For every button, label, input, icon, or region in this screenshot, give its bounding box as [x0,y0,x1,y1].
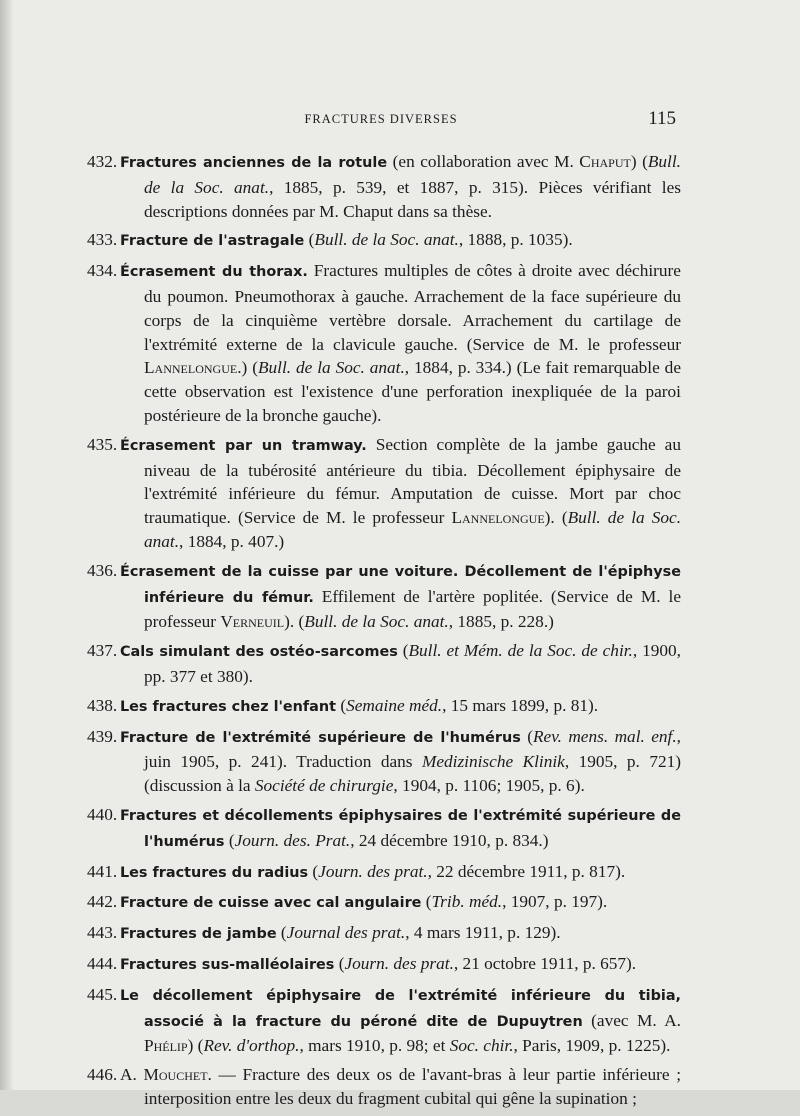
entry-title: Les fractures du radius [120,864,309,881]
entry-text: Section complète de la jambe gauche au niveau de la tubérosité antérieure du tibia. Décollement épiphysaire de l'extrémité inférieure du fémur. Amputation de cuisse. Mort par choc traumatique. (Service de M. le professeur [144,434,681,528]
entry-text: , 1907, p. 197). [502,892,608,912]
entry-journal: Trib. méd. [431,892,503,912]
entry-journal: Medizinische Klinik [421,752,565,772]
entry-text: . — Fracture des deux os de l'avant-bras à leur partie inférieure ; interposition entre les deux du fragment cubital qui gêne la supination ; [144,1065,682,1108]
entry-number: 443. [87,923,118,943]
entry-number: 445. [87,984,118,1004]
entry-title: Écrasement de la cuisse par une voiture. Décollement de l'épiphyse inférieure du fémur. [120,563,681,606]
entry-text: ( [397,641,409,661]
entry-name: Lannelongue [451,508,545,528]
entry-journal: Bull. de la Soc. anat. [304,612,449,632]
entry-text: , 4 mars 1911, p. 129). [405,923,561,943]
entry-number: 432. [87,152,118,171]
entry-text: , 1900, pp. 377 et 380). [144,641,682,686]
entry-text: ( [336,695,347,715]
entry-text: ( [308,861,319,881]
entry-text: ( [304,230,315,250]
bibliography-list [87,150,681,1116]
entry-text: (avec M. A. [582,1010,681,1030]
entry-439 [87,725,681,798]
entry-444 [87,952,681,978]
entry-text: ( [520,726,533,746]
entry-journal: Journ. des prat. [344,953,454,973]
entry-text: ) ( [187,1036,204,1056]
entry-title: Fractures sus-malléolaires [120,956,335,973]
entry-title: Fracture de l'astragale [120,233,305,250]
entry-number: 435. [87,434,118,454]
entry-journal: Rev. mens. mal. enf. [532,726,677,746]
entry-text: ) ( [630,152,648,171]
entry-text: , 1884, p. 334.) (Le fait remarquable de cette observation est l'existence d'une perforation inexpliquée de la paroi postérieure de la bronche gauche). [144,358,681,425]
running-title: FRACTURES DIVERSES [304,112,458,126]
entry-name: Mouchet [143,1065,208,1085]
entry-journal: Bull. de la Soc. anat. [314,230,459,250]
entry-text: ). ( [284,612,305,632]
entry-journal: Semaine méd. [346,695,443,715]
entry-443 [87,921,681,947]
entry-number: 440. [87,804,118,824]
entry-title: Fracture de l'extrémité supérieure de l'humérus [120,729,521,746]
entry-number: 439. [87,726,118,746]
entry-number: 442. [87,892,118,912]
entry-name: Phélip [144,1036,188,1056]
entry-title: Le décollement épiphysaire de l'extrémité inférieure du tibia, associé à la fracture du péroné dite de Dupuytren [120,987,681,1030]
entry-text: , 1885, p. 539, et 1887, p. 315). Pièces vérifiant les descriptions données par M. Chaput dans sa thèse. [144,177,682,221]
entry-title: Fractures anciennes de la rotule [120,155,388,171]
entry-name: Lannelongue [144,358,238,378]
entry-number: 434. [87,261,118,281]
entry-journal: Bull. de la Soc. anat. [144,152,681,197]
entry-title: Fractures de jambe [120,926,277,943]
entry-journal: Soc. chir. [449,1036,514,1056]
entry-journal: Journ. des prat. [318,861,428,881]
entry-name: Verneuil [220,612,285,632]
entry-440 [87,803,681,855]
entry-446 [87,1063,681,1111]
entry-journal: Bull. et Mém. de la Soc. de chir. [408,641,633,661]
entry-435 [87,433,681,554]
entry-text: , 15 mars 1899, p. 81). [442,695,599,715]
entry-text: ( [421,892,432,912]
entry-title: Fracture de cuisse avec cal angulaire [120,895,422,912]
entry-name: Chaput [579,152,631,171]
entry-number: 446. [87,1065,118,1085]
entry-text: , 21 octobre 1911, p. 657). [453,953,637,973]
entry-432 [87,150,681,223]
entry-text: , 1904, p. 1106; 1905, p. 6). [393,776,585,796]
entry-text: , 1905, p. 721) (discussion à la [144,752,681,796]
page-number: 115 [648,108,676,129]
entry-text: ( [276,923,287,943]
entry-text: , 1885, p. 228.) [448,612,554,632]
entry-433 [87,228,681,254]
entry-text: , 24 décembre 1910, p. 834.) [350,830,549,850]
entry-journal: Bull. de la Soc. anat. [144,508,682,551]
entry-text: , 22 décembre 1911, p. 817). [427,861,626,881]
entry-journal: Société de chirurgie [254,776,394,796]
entry-number: 436. [87,560,118,580]
entry-title: Écrasement du thorax. [120,264,308,281]
entry-text: Fractures multiples de côtes à droite avec déchirure du poumon. Pneumothorax à gauche. Arrachement de la face supérieure du corps de la cinquième vertèbre dorsale. Arrachement du cartilage de l'extrémité externe de la clavicule gauche. (Service de M. le professeur [144,261,681,354]
entry-text: , mars 1910, p. 98; et [299,1036,450,1056]
entry-text: ( [224,830,235,850]
entry-title: Les fractures chez l'enfant [120,698,337,715]
entry-text: Effilement de l'artère poplitée. (Service de M. le professeur [144,586,681,632]
entry-number: 441. [87,861,118,881]
entry-434 [87,259,681,428]
entry-436 [87,559,681,634]
page-edge-shadow [0,0,14,1090]
entry-journal: Journal des prat. [286,923,406,943]
entry-437 [87,639,681,689]
entry-number: 437. [87,641,118,661]
entry-text: (en collaboration avec M. [387,152,580,171]
entry-number: 444. [87,953,118,973]
entry-text: .) ( [237,358,258,378]
entry-number: 438. [87,695,118,715]
entry-number: 433. [87,230,118,250]
entry-text: , juin 1905, p. 241). Traduction dans [144,726,681,772]
entry-text: , Paris, 1909, p. 1225). [513,1036,671,1056]
entry-journal: Bull. de la Soc. anat. [257,358,405,378]
entry-text: , 1888, p. 1035). [458,230,573,250]
page-header [90,108,676,132]
entry-author: A. [120,1065,144,1085]
entry-text: , 1884, p. 407.) [179,531,285,551]
entry-journal: Rev. d'orthop. [203,1036,300,1056]
entry-441 [87,860,681,886]
entry-442 [87,890,681,916]
entry-title: Fractures et décollements épiphysaires de l'extrémité supérieure de l'humérus [120,807,681,850]
entry-text: ( [334,953,345,973]
entry-438 [87,694,681,720]
entry-445 [87,983,681,1058]
entry-journal: Journ. des. Prat. [234,830,351,850]
entry-text: ). ( [544,508,568,528]
entry-title: Écrasement par un tramway. [120,437,367,454]
entry-title: Cals simulant des ostéo-sarcomes [120,644,398,661]
